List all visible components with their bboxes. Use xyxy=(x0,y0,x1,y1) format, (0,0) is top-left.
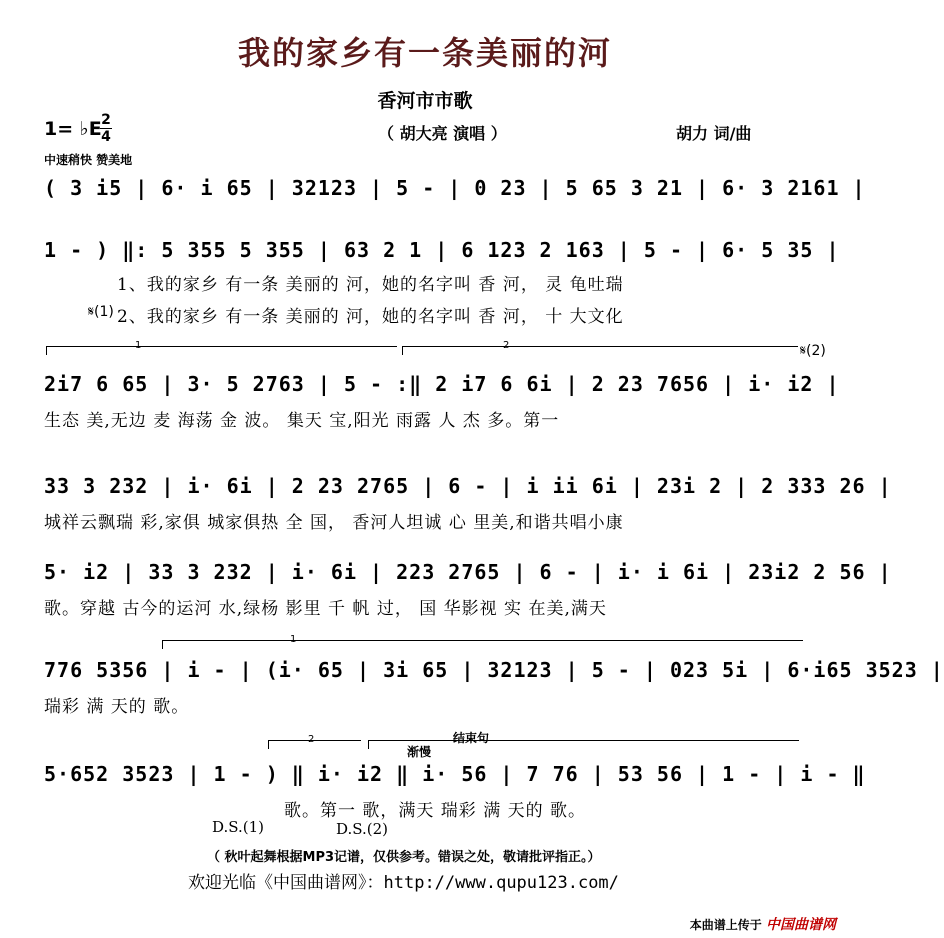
volta-bracket-2 xyxy=(402,346,798,355)
volta-bracket-1 xyxy=(46,346,397,355)
song-subtitle: 香河市市歌 xyxy=(377,90,473,112)
score-row-5-lyric: 歌。穿越 古今的运河 水,绿杨 影里 千 帆 过， 国 华影视 实 在美,满天 xyxy=(44,599,607,619)
score-row-4-notes: 33 3 232 | i· 6i | 2 23 2765 | 6 - | i ii 6i | 23i 2 | 2 333 26 | xyxy=(44,474,892,498)
author-credit: 胡力 词/曲 xyxy=(676,124,752,143)
segno-1-icon: 𝄋(1) xyxy=(88,304,114,320)
meter-top: 2 xyxy=(101,112,111,128)
score-row-2-lyric-2: 2、我的家乡 有一条 美丽的 河，她的名字叫 香 河， 十 大文化 xyxy=(117,307,624,327)
site-logo: 中国曲谱网 xyxy=(766,917,836,933)
score-row-3-notes: 2i7 6 65 | 3· 5 2763 | 5 - :‖ 2 i7 6 6i | 2 23 7656 | i· i2 | xyxy=(44,372,840,396)
score-row-4-lyric: 城祥云飘瑞 彩,家俱 城家俱热 全 国， 香河人坦诚 心 里美,和谐共唱小康 xyxy=(44,513,624,533)
song-title: 我的家乡有一条美丽的河 xyxy=(237,34,612,72)
segno-2-icon: 𝄋(2) xyxy=(800,343,826,359)
score-row-6-notes: 776 5356 | i - | (i· 65 | 3i 65 | 32123 | 5 - | 023 5i | 6·i65 3523 | xyxy=(44,658,944,682)
score-row-7-notes: 5·652 3523 | 1 - ) ‖ i· i2 ‖ i· 56 | 7 76 | 53 56 | 1 - | i - ‖ xyxy=(44,762,866,786)
transcription-note: （ 秋叶起舞根据MP3记谱，仅供参考。错误之处，敬请批评指正。） xyxy=(207,850,601,865)
score-row-2-lyric-1: 1、我的家乡 有一条 美丽的 河，她的名字叫 香 河， 灵 龟吐瑞 xyxy=(117,275,624,295)
key-signature: 1= ♭E xyxy=(44,118,102,140)
ending-bracket xyxy=(368,740,799,749)
ending-label: 结束句 xyxy=(453,731,490,745)
singer-credit: （ 胡大亮 演唱 ） xyxy=(378,124,507,143)
volta-bracket-3 xyxy=(162,640,803,649)
score-row-6-lyric: 瑞彩 满 天的 歌。 xyxy=(44,697,190,717)
ds-mark-1: D.S.(1) xyxy=(212,818,265,836)
ritardando-label: 渐慢 xyxy=(407,745,432,759)
score-row-1-notes: ( 3 i5 | 6· i 65 | 32123 | 5 - | 0 23 | 5 65 3 21 | 6· 3 2161 | xyxy=(44,176,866,200)
upload-label: 本曲谱上传于 xyxy=(689,918,762,932)
score-row-7-lyric: 歌。第一 歌，满天 瑞彩 满 天的 歌。 xyxy=(284,801,587,821)
volta-bracket-4 xyxy=(268,740,361,749)
time-signature xyxy=(100,113,112,144)
score-row-2-notes: 1 - ) ‖: 5 355 5 355 | 63 2 1 | 6 123 2 163 | 5 - | 6· 5 35 | xyxy=(44,238,840,262)
website-welcome[interactable]: 欢迎光临《中国曲谱网》：http://www.qupu123.com/ xyxy=(188,873,619,893)
volta-1-label: 1 xyxy=(135,340,142,351)
volta-2-label: 2 xyxy=(503,340,510,351)
volta-3-label: 1 xyxy=(290,634,297,645)
upload-credit xyxy=(690,914,836,934)
score-row-5-notes: 5· i2 | 33 3 232 | i· 6i | 223 2765 | 6 - | i· i 6i | 23i2 2 56 | xyxy=(44,560,892,584)
tempo-marking: 中速稍快 赞美地 xyxy=(44,153,133,167)
score-row-3-lyric: 生态 美,无边 麦 海荡 金 波。 集天 宝,阳光 雨露 人 杰 多。第一 xyxy=(44,411,560,431)
volta-4-label: 2 xyxy=(308,734,315,745)
ds-mark-2: D.S.(2) xyxy=(336,820,389,838)
meter-bottom: 4 xyxy=(101,129,111,145)
